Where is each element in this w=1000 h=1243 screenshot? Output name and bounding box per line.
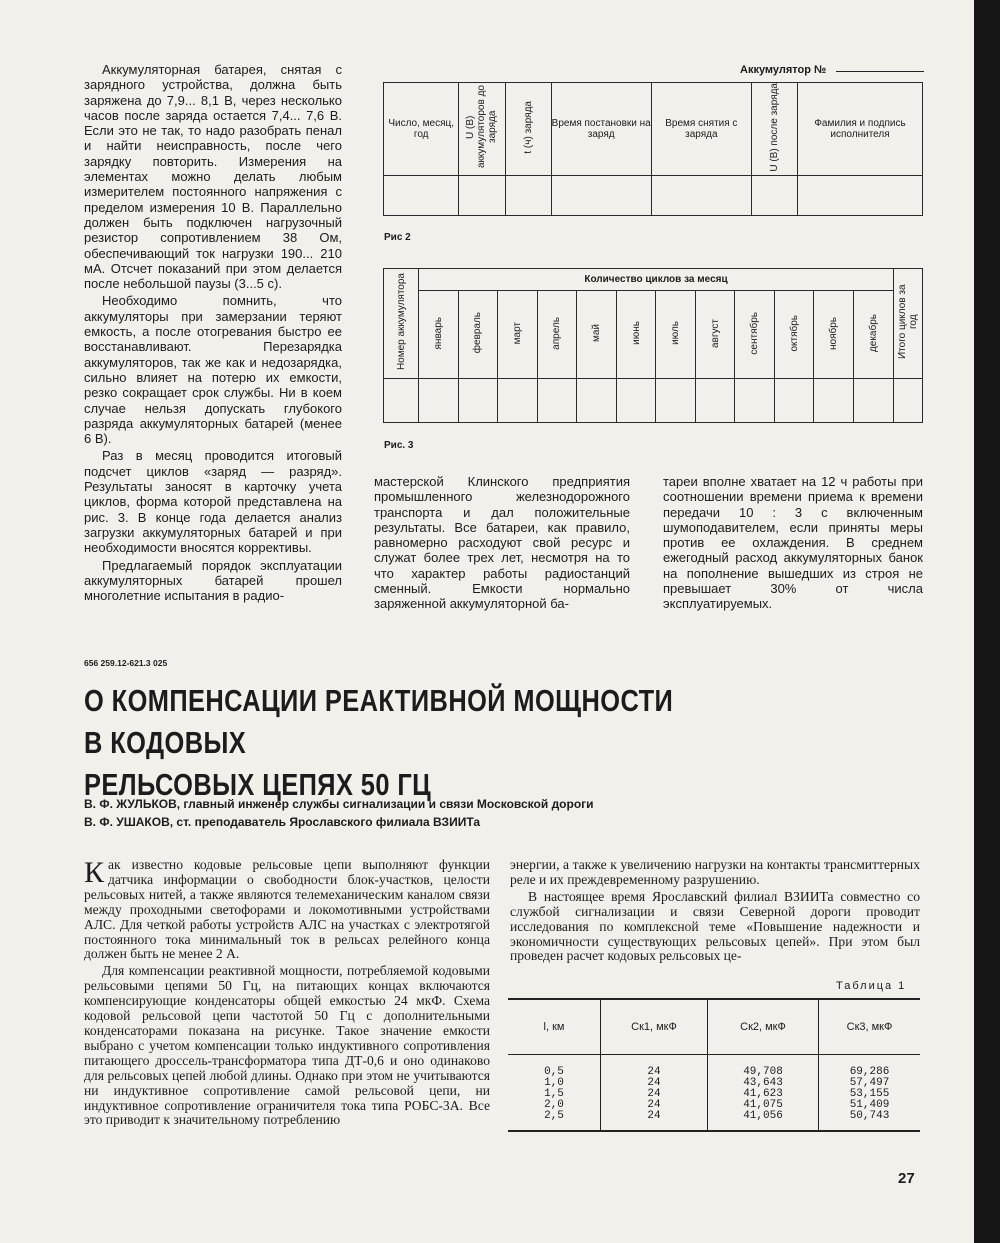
paragraph: Как известно кодовые рельсовые цепи выполняют функции датчика информации о свободности блок-участков, целости рельсовых нитей, а также являются телемеханическим каналом связи между проходными светофорами и локомотивными устройствами АЛС. Для четкой работы устройств АЛС на участках с электротягой постоянного тока минимальный ток в рельсах релейного конца должен быть не менее 2 А. (84, 856, 490, 962)
table1-cell: 1,0 (544, 1077, 564, 1089)
fig3-month: ноябрь (828, 316, 840, 350)
paragraph: мастерской Клинского предприятия промышленного железнодорожного транспорта и дал положительные результаты. Все батареи, как правило, равномерно расходуют свой ресурс и служат более трех лет, несмотря на то что характер работы радиостанций сменный. Емкости нормально заряженной аккумуляторной ба- (374, 474, 630, 612)
table1-cell: 41,075 (743, 1099, 783, 1111)
title-line: РЕЛЬСОВЫХ ЦЕПЯХ 50 ГЦ (84, 767, 432, 802)
fig2-table (383, 82, 923, 216)
fig3-month: декабрь (868, 313, 879, 353)
paragraph: Для компенсации реактивной мощности, потребляемой кодовыми рельсовыми цепями 50 Гц, на питающих концах включаются компенсирующие конденсаторы общей емкостью 24 мкФ. Схема кодовой рельсовой цепи частотой 50 Гц с дополнительными конденсаторами показана на рисунке. Такое значение емкости выбрано с учетом компенсации только индуктивного сопротивления питающего дроссель-трансформатора типа ДТ-0,6 и оно одинаково для рельсовых цепей любой длины. Однако при этом не учитываются ни индуктивное сопротивление самой рельсовой цепи, ни индуктивное сопротивление ограничителя тока типа РОБС-3А. Все это приводит к значительному потреблению (84, 963, 490, 1128)
article-left-column (84, 858, 490, 1130)
paragraph: В настоящее время Ярославский филиал ВЗИИТа совместно со службой сигнализации и связи Северной дороги проводит исследования по комплексной теме «Повышение надежности и экономичности существующих рельсовых цепей». При этом был проведен расчет кодовых рельсовых це- (510, 888, 920, 964)
table1-cell: 1,5 (544, 1088, 564, 1100)
table1-cell: 24 (647, 1088, 661, 1100)
fig3-month: июль (670, 321, 682, 345)
left-column (84, 62, 342, 605)
table1-cell: 24 (647, 1066, 661, 1078)
fig3-month: февраль (472, 312, 484, 354)
table1-cell: 43,643 (743, 1077, 783, 1089)
fig3-header: Количество циклов за месяц (419, 269, 894, 291)
table1-header: Cк1, мкФ (601, 999, 708, 1055)
accumulator-label: Аккумулятор № (740, 64, 827, 76)
dropcap: К (84, 856, 105, 889)
fig3-month: июнь (630, 321, 642, 345)
fig2-col-start-time: Время постановки на заряд (551, 83, 651, 176)
table1-cell: 53,155 (849, 1088, 890, 1100)
table1-header: l, км (508, 999, 601, 1055)
paragraph: Раз в месяц проводится итоговый подсчет циклов «заряд — разряд». Результаты заносят в карточку учета циклов, форма которой представлена на рис. 3. В конце года делается анализ загрузки аккумуляторных батарей и при необходимости вносятся коррективы. (84, 448, 342, 556)
fig3-table (383, 268, 923, 423)
accumulator-number-line (836, 71, 924, 72)
fig2-col-u-after: U (В) после заряда (768, 83, 780, 172)
fig3-month: январь (432, 316, 444, 350)
table1-cell: 51,409 (849, 1099, 890, 1111)
table1-cell: 2,5 (544, 1110, 564, 1122)
fig2-col-signature: Фамилия и подпись исполнителя (798, 83, 923, 176)
table1-header: Cк2, мкФ (708, 999, 819, 1055)
fig2-col-end-time: Время снятия с заряда (651, 83, 751, 176)
table1-cell: 41,056 (743, 1110, 783, 1122)
table1-header: Cк3, мкФ (819, 999, 921, 1055)
fig2-col-date: Число, месяц, год (384, 83, 459, 176)
paragraph: Аккумуляторная батарея, снятая с зарядного устройства, должна быть заряжена до 7,9... 8,1 В, через несколько часов после заряда остается 7,4... 7,6 В. Если это не так, то надо разобрать пенал и найти неисправность, после чего зарядку повторить. Измерения на элементах можно делать любым измерителем постоянного напряжения с пределом измерения 10 В. Параллельно должен быть подключен нагрузочный резистор сопротивлением 38 Ом, обеспечивающий ток нагрузки 190... 210 мА. Отсчет показаний при этом делается после небольшой паузы (3...5 с). (84, 62, 342, 292)
middle-column (374, 474, 630, 614)
fig2-label: Рис 2 (384, 232, 411, 243)
right-column (663, 474, 923, 614)
table1-cell: 49,708 (743, 1066, 783, 1078)
author-2: В. Ф. УШАКОВ, ст. преподаватель Ярославского филиала ВЗИИТа (84, 815, 481, 829)
table1-cell: 24 (647, 1099, 661, 1111)
table1 (508, 998, 920, 1132)
table1-cell: 0,5 (544, 1066, 564, 1078)
fig3-month: март (511, 321, 523, 345)
fig3-month: апрель (551, 316, 563, 350)
table1-caption: Таблица 1 (836, 980, 907, 992)
udc-code: 656 259.12-621.3 025 (84, 658, 168, 668)
fig3-col-number: Номер аккумулятора (395, 273, 407, 371)
table1-cell: 24 (647, 1077, 661, 1089)
table1-cell: 24 (647, 1110, 661, 1122)
article-title (84, 680, 674, 806)
author-1: В. Ф. ЖУЛЬКОВ, главный инженер службы сигнализации и связи Московской дороги (84, 797, 594, 811)
table1-cell: 69,286 (849, 1066, 890, 1078)
paragraph: тареи вполне хватает на 12 ч работы при соотношении времени приема к времени передачи 10 : 3 с включенным шумоподавителем, если приняты меры против ее охлаждения. В среднем ежегодный расход аккумуляторных банок на пополнение вышедших из строя не превышает 30% от числа эксплуатируемых. (663, 474, 923, 612)
article-right-column (510, 858, 920, 966)
table1-cell: 41,623 (743, 1088, 783, 1100)
fig2-col-u-before: U (В) аккумуляторов до заряда (465, 85, 499, 169)
fig3-label: Рис. 3 (384, 440, 414, 451)
fig3-month: сентябрь (749, 311, 761, 355)
fig3-col-total: Итого циклов за год (897, 284, 919, 360)
fig3-month: август (709, 318, 721, 348)
fig2-col-charge-time: t (ч) заряда (522, 101, 534, 154)
paragraph: энергии, а также к увеличению нагрузки на контакты трансмиттерных реле и их преждевременному разрушению. (510, 857, 920, 887)
fig3-month: октябрь (788, 314, 800, 352)
title-line: О КОМПЕНСАЦИИ РЕАКТИВНОЙ МОЩНОСТИ В КОДОВЫХ (84, 683, 674, 760)
paragraph: Необходимо помнить, что аккумуляторы при замерзании теряют емкость, а после отогревания быстро ее восстанавливают. Перезарядка аккумуляторов, так же как и недозарядка, сильно влияет на потерю их емкости, резко сокращает срок службы. Ни в коем случае нельзя допускать глубокого разряда аккумуляторных батарей (менее 6 В). (84, 293, 342, 447)
paragraph: Предлагаемый порядок эксплуатации аккумуляторных батарей прошел многолетние испытания в радио- (84, 557, 342, 604)
fig3-month: май (590, 323, 602, 343)
page-number: 27 (898, 1170, 915, 1187)
table1-cell: 2,0 (544, 1099, 564, 1111)
table1-cell: 50,743 (849, 1110, 890, 1122)
scan-edge (974, 0, 1000, 1243)
table1-cell: 57,497 (849, 1077, 890, 1089)
